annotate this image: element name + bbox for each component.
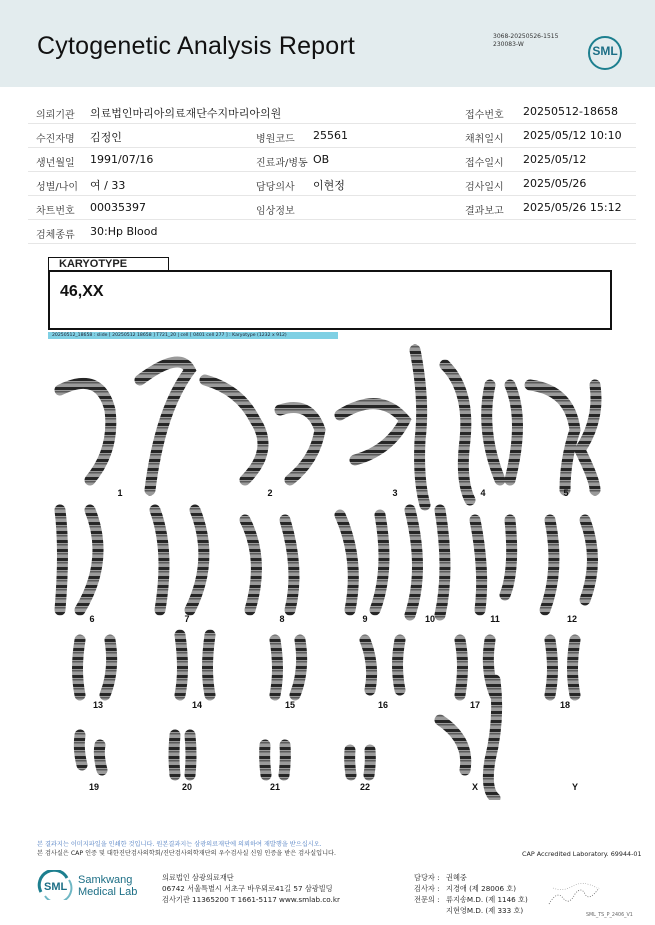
chromosome-label: 15 bbox=[284, 700, 296, 710]
patient-name-label: 수진자명 bbox=[36, 134, 75, 145]
birth-value: 1991/07/16 bbox=[90, 153, 154, 166]
chromosome bbox=[410, 510, 418, 615]
chromosome-pair-x bbox=[440, 680, 497, 798]
chromosome-label: 17 bbox=[469, 700, 481, 710]
chromosome-label: 18 bbox=[559, 700, 571, 710]
chromosome bbox=[205, 380, 263, 480]
chromosome-label: Y bbox=[571, 782, 579, 792]
receipt-no-value: 20250512-18658 bbox=[523, 105, 618, 118]
chromosome-pair-16 bbox=[365, 640, 400, 710]
chromosome bbox=[284, 745, 285, 775]
chromosome bbox=[545, 520, 554, 610]
chromosome-pair-18 bbox=[550, 640, 575, 710]
chromosome bbox=[550, 640, 553, 695]
chromosome-pair-9 bbox=[340, 515, 384, 624]
chromosome-pair-21 bbox=[265, 745, 286, 792]
chromosome bbox=[415, 350, 425, 505]
sml-logo-text: SML bbox=[592, 44, 618, 58]
chromosome bbox=[60, 383, 111, 480]
sex-age-value: 여 / 33 bbox=[90, 179, 126, 192]
doctor-label: 담당의사 bbox=[256, 182, 295, 193]
chromosome-pair-19 bbox=[79, 735, 102, 792]
chromosome bbox=[60, 510, 63, 610]
document-id bbox=[493, 33, 558, 49]
chromosome-label: 6 bbox=[89, 614, 95, 624]
document-id-line2: 230083-W bbox=[493, 41, 524, 48]
chromosome bbox=[440, 720, 466, 770]
chromosome-pair-7 bbox=[155, 510, 204, 624]
chromosome bbox=[573, 640, 576, 695]
patient-info-table bbox=[28, 100, 636, 244]
chromosome bbox=[585, 520, 593, 600]
collect-date-label: 채취일시 bbox=[465, 134, 504, 145]
chromosome bbox=[375, 515, 384, 610]
chromosome-label: 12 bbox=[566, 614, 578, 624]
chart-no-value: 00035397 bbox=[90, 201, 146, 214]
specialist-name-1: 류지송M.D. (제 1146 호) bbox=[446, 895, 528, 904]
report-date-label: 결과보고 bbox=[465, 206, 504, 217]
notice-reprint: 본 결과지는 이미지파일을 인쇄한 것입니다. 원본결과지는 삼광의료재단에 의뢰하여 재발행을 받으십시오. bbox=[37, 841, 322, 848]
chromosome-label: 8 bbox=[279, 614, 285, 624]
chromosome-pair-10 bbox=[410, 510, 445, 624]
cap-accreditation: CAP Accredited Laboratory. 69944-01 bbox=[522, 850, 642, 858]
handwritten-signature bbox=[545, 880, 605, 910]
chromosome-pair-13 bbox=[78, 640, 112, 710]
karyotype-result-box bbox=[48, 270, 612, 330]
chromosome bbox=[275, 640, 278, 695]
chromosome-pair-3 bbox=[340, 350, 425, 505]
info-row bbox=[28, 124, 636, 148]
chromosome bbox=[245, 520, 256, 610]
chromosome-pair-2 bbox=[205, 380, 320, 498]
chromosome-label: 19 bbox=[88, 782, 100, 792]
chromosome-label: 21 bbox=[269, 782, 281, 792]
specimen-label: 검체종류 bbox=[36, 230, 75, 241]
chromosome bbox=[180, 635, 183, 695]
karyotype-image-metadata: 20250512_18658 : slide [ 20250512 18658 ] T721_20 | cell [ 0401 cell 277 ] : Karyotype (1232 x 912) bbox=[48, 332, 338, 339]
chromosome-pair-12 bbox=[545, 520, 593, 624]
chromosome-label: X bbox=[471, 782, 479, 792]
chromosome bbox=[190, 510, 204, 610]
receipt-date-label: 접수일시 bbox=[465, 158, 504, 169]
chromosome-label: 5 bbox=[563, 488, 569, 498]
chromosome bbox=[99, 745, 102, 770]
chromosome-pair-14 bbox=[180, 635, 210, 710]
chromosome bbox=[79, 735, 82, 765]
info-row bbox=[28, 172, 636, 196]
chromosome bbox=[365, 640, 372, 690]
info-row bbox=[28, 196, 636, 220]
chromosome bbox=[295, 640, 302, 695]
collect-date-value: 2025/05/12 10:10 bbox=[523, 129, 622, 142]
notice-accreditation: 본 검사실은 CAP 인증 및 대한진단검사의학회/진단검사의학재단의 우수검사실 신임 인증을 받은 검사실입니다. bbox=[37, 850, 336, 857]
karyogram-image bbox=[40, 340, 620, 800]
dept-label: 진료과/병동 bbox=[256, 158, 308, 169]
chromosome-label: 10 bbox=[424, 614, 436, 624]
chromosome-label: 11 bbox=[490, 614, 500, 624]
chromosome bbox=[280, 408, 320, 481]
chromosome-pair-22 bbox=[350, 750, 371, 792]
chromosome-pair-5 bbox=[530, 385, 596, 498]
chromosome-label: 16 bbox=[377, 700, 389, 710]
chromosome-label: 20 bbox=[181, 782, 193, 792]
chromosome-pair-4 bbox=[445, 365, 518, 500]
chromosome-pair-8 bbox=[245, 520, 294, 624]
doctor-value: 이현정 bbox=[313, 179, 345, 192]
chromosome bbox=[140, 362, 190, 490]
tester-label: 검사자 : bbox=[414, 884, 440, 893]
chromosome bbox=[369, 750, 370, 775]
report-header bbox=[0, 0, 655, 87]
chromosome-label: 22 bbox=[359, 782, 371, 792]
karyotype-value: 46,XX bbox=[60, 283, 104, 300]
chromosome-pair-15 bbox=[275, 640, 302, 710]
report-date-value: 2025/05/26 15:12 bbox=[523, 201, 622, 214]
birth-label: 생년월일 bbox=[36, 158, 75, 169]
lab-org-name: 의료법인 삼광의료재단 bbox=[162, 873, 234, 882]
chromosome-label: 7 bbox=[184, 614, 190, 624]
chromosome bbox=[208, 635, 211, 695]
institution-value: 의료법인마리아의료재단수지마리아의원 bbox=[90, 107, 282, 120]
chromosome bbox=[445, 365, 470, 500]
chromosome-label: 1 bbox=[117, 488, 123, 498]
chromosome bbox=[440, 510, 445, 615]
chromosome bbox=[580, 385, 596, 490]
receipt-date-value: 2025/05/12 bbox=[523, 153, 587, 166]
chromosome bbox=[505, 520, 512, 595]
lab-contact: 검사기관 11365200 T 1661-5117 www.smlab.co.kr bbox=[162, 895, 340, 904]
chromosome bbox=[190, 735, 191, 775]
chromosome bbox=[105, 640, 112, 695]
chromosome-label: 13 bbox=[92, 700, 104, 710]
chromosome-pair-y bbox=[572, 782, 578, 792]
info-row bbox=[28, 100, 636, 124]
karyotype-label: KARYOTYPE bbox=[48, 257, 169, 271]
chromosome bbox=[510, 385, 518, 480]
chromosome bbox=[475, 520, 482, 610]
test-date-value: 2025/05/26 bbox=[523, 177, 587, 190]
manager-label: 담당자 : bbox=[414, 873, 440, 882]
lab-name-line2: Medical Lab bbox=[78, 886, 138, 898]
specialist-name-2: 지현영M.D. (제 333 호) bbox=[446, 906, 524, 915]
chromosome-label: 14 bbox=[191, 700, 203, 710]
form-code: SML_TS_P_2406_V1 bbox=[586, 913, 633, 918]
lab-street-address: 06742 서울특별시 서초구 바우뫼로41길 57 삼광빌딩 bbox=[162, 884, 333, 893]
chromosome bbox=[155, 510, 164, 610]
chromosome-label: 3 bbox=[392, 488, 398, 498]
test-date-label: 검사일시 bbox=[465, 182, 504, 193]
svg-text:SML: SML bbox=[44, 881, 68, 893]
institution-label: 의뢰기관 bbox=[36, 110, 75, 121]
specialist-label: 전문의 : bbox=[414, 895, 440, 904]
hospital-code-value: 25561 bbox=[313, 129, 348, 142]
chromosome bbox=[488, 680, 496, 798]
chromosome bbox=[530, 385, 575, 490]
report-title: Cytogenetic Analysis Report bbox=[37, 32, 356, 60]
chromosome bbox=[460, 640, 463, 695]
patient-name-value: 김정인 bbox=[90, 131, 122, 144]
chromosome bbox=[265, 745, 266, 775]
specimen-value: 30:Hp Blood bbox=[90, 225, 158, 238]
chromosome bbox=[340, 515, 353, 610]
hospital-code-label: 병원코드 bbox=[256, 134, 295, 145]
chromosome-pair-20 bbox=[174, 735, 192, 792]
chromosome bbox=[80, 510, 98, 610]
samkwang-logo-icon bbox=[37, 870, 73, 900]
document-id-line1: 3068-20250526-1515 bbox=[493, 33, 559, 40]
staff-signatures bbox=[414, 872, 528, 916]
chromosome-pair-11 bbox=[475, 520, 512, 624]
lab-name-line1: Samkwang bbox=[78, 874, 133, 886]
info-row bbox=[28, 148, 636, 172]
tester-name: 지경애 (제 28006 호) bbox=[446, 884, 517, 893]
chromosome bbox=[285, 520, 294, 610]
dept-value: OB bbox=[313, 153, 330, 166]
manager-name: 권혜중 bbox=[446, 873, 467, 882]
sex-age-label: 성별/나이 bbox=[36, 182, 79, 193]
chromosome-pair-17 bbox=[460, 640, 495, 710]
chromosome bbox=[174, 735, 175, 775]
clinical-info-label: 임상정보 bbox=[256, 206, 295, 217]
chromosome-pair-1 bbox=[60, 362, 190, 498]
chromosome-label: 9 bbox=[362, 614, 368, 624]
chromosome-pair-6 bbox=[60, 510, 98, 624]
chromosome bbox=[78, 640, 81, 695]
chromosome-label: 2 bbox=[267, 488, 273, 498]
chromosome bbox=[340, 404, 405, 460]
chart-no-label: 차트번호 bbox=[36, 206, 75, 217]
lab-address bbox=[162, 872, 340, 905]
chromosome bbox=[350, 750, 351, 775]
receipt-no-label: 접수번호 bbox=[465, 110, 504, 121]
chromosome bbox=[398, 640, 401, 690]
chromosome bbox=[487, 385, 500, 480]
chromosome-label: 4 bbox=[480, 488, 486, 498]
info-row bbox=[28, 220, 636, 244]
